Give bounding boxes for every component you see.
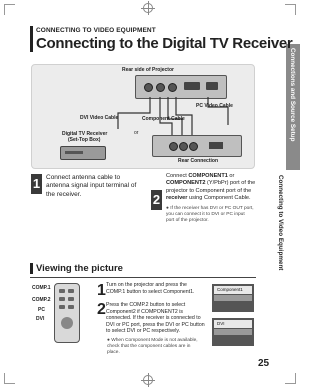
port-icon (179, 142, 188, 151)
bullet-icon: ● (107, 338, 112, 343)
viewing-step2-text: Press the COMP.2 button to select Component2 if COMPONENT2 is connected. If the receiver is connected to DVI or PC port, press the DVI or PC button to select DVI or PC respectively. (106, 302, 205, 335)
step2-text: Connect COMPONENT1 or COMPONENT2 (Y/PbPr) port of the projector to Component port of the receiver using Component Cable. (166, 173, 256, 202)
connection-diagram (31, 64, 255, 169)
rear-connection-label: Rear Connection (178, 158, 219, 164)
remote-button-icon (68, 297, 74, 301)
pc-video-cable-label: PC Video Cable (196, 103, 233, 109)
crop-mark (4, 373, 15, 384)
remote-button-icon (68, 289, 74, 293)
remote-button-icon (68, 305, 74, 309)
remote-label-comp2: COMP.2 (32, 297, 51, 303)
section-title: Viewing the picture (36, 263, 123, 274)
dvi-port-icon (209, 142, 223, 149)
side-tab-label: Connections and Source Setup (289, 48, 296, 142)
osd-component1 (212, 284, 254, 312)
remote-dpad-icon (61, 317, 73, 329)
viewing-note: ● When Component Mode is not available, check that the component cables are in place. (107, 338, 198, 355)
remote-button-icon (59, 305, 65, 309)
section-rule (30, 277, 256, 278)
registration-mark (143, 3, 153, 13)
remote-label-pc: PC (38, 307, 45, 313)
remote-label-dvi: DVI (36, 316, 45, 322)
or-label: or (134, 130, 139, 136)
page-number: 25 (258, 358, 270, 369)
dvi-video-cable-label: DVI Video Cable (80, 115, 119, 121)
osd-label: DVI (214, 320, 252, 328)
side-section-tab (286, 44, 300, 170)
registration-mark (143, 375, 153, 385)
title-bar (30, 26, 33, 52)
side-subsection-label: Connecting to Video Equipment (277, 175, 284, 271)
receiver-label-line1: Digital TV Receiver (62, 131, 108, 137)
remote-control (54, 283, 80, 343)
remote-button-icon (59, 297, 65, 301)
section-bar (30, 263, 33, 274)
step2-note: ● If the receiver has DVI or PC OUT port, you can connect it to DVI or PC input port of the projector. (166, 206, 254, 223)
remote-label-comp1: COMP.1 (32, 285, 51, 291)
receiver-label-line2: (Set-Top Box) (68, 137, 101, 143)
crop-mark (4, 4, 15, 15)
bullet-icon: ● (166, 206, 171, 211)
set-top-box (60, 146, 106, 160)
viewing-step1-text: Turn on the projector and press the COMP.1 button to select Component1. (106, 282, 195, 295)
crop-mark (285, 373, 296, 384)
section-kicker: CONNECTING TO VIDEO EQUIPMENT (36, 27, 156, 34)
step-number: 2 (151, 190, 162, 210)
port-icon (169, 142, 178, 151)
osd-label: Component1 (214, 286, 252, 294)
page-title: Connecting to the Digital TV Receiver (36, 35, 293, 52)
step-number: 1 (31, 174, 42, 194)
component-cable-label: Component Cable (142, 116, 185, 122)
crop-mark (285, 4, 296, 15)
step1-text: Connect antenna cable to antenna signal input terminal of the receiver. (46, 174, 137, 198)
receiver-rear-panel (152, 135, 242, 157)
port-icon (189, 142, 198, 151)
step-number: 1 (97, 282, 106, 299)
remote-button-icon (59, 289, 65, 293)
step-number: 2 (97, 301, 106, 318)
osd-dvi (212, 318, 254, 346)
rear-projector-label: Rear side of Projector (122, 67, 174, 73)
